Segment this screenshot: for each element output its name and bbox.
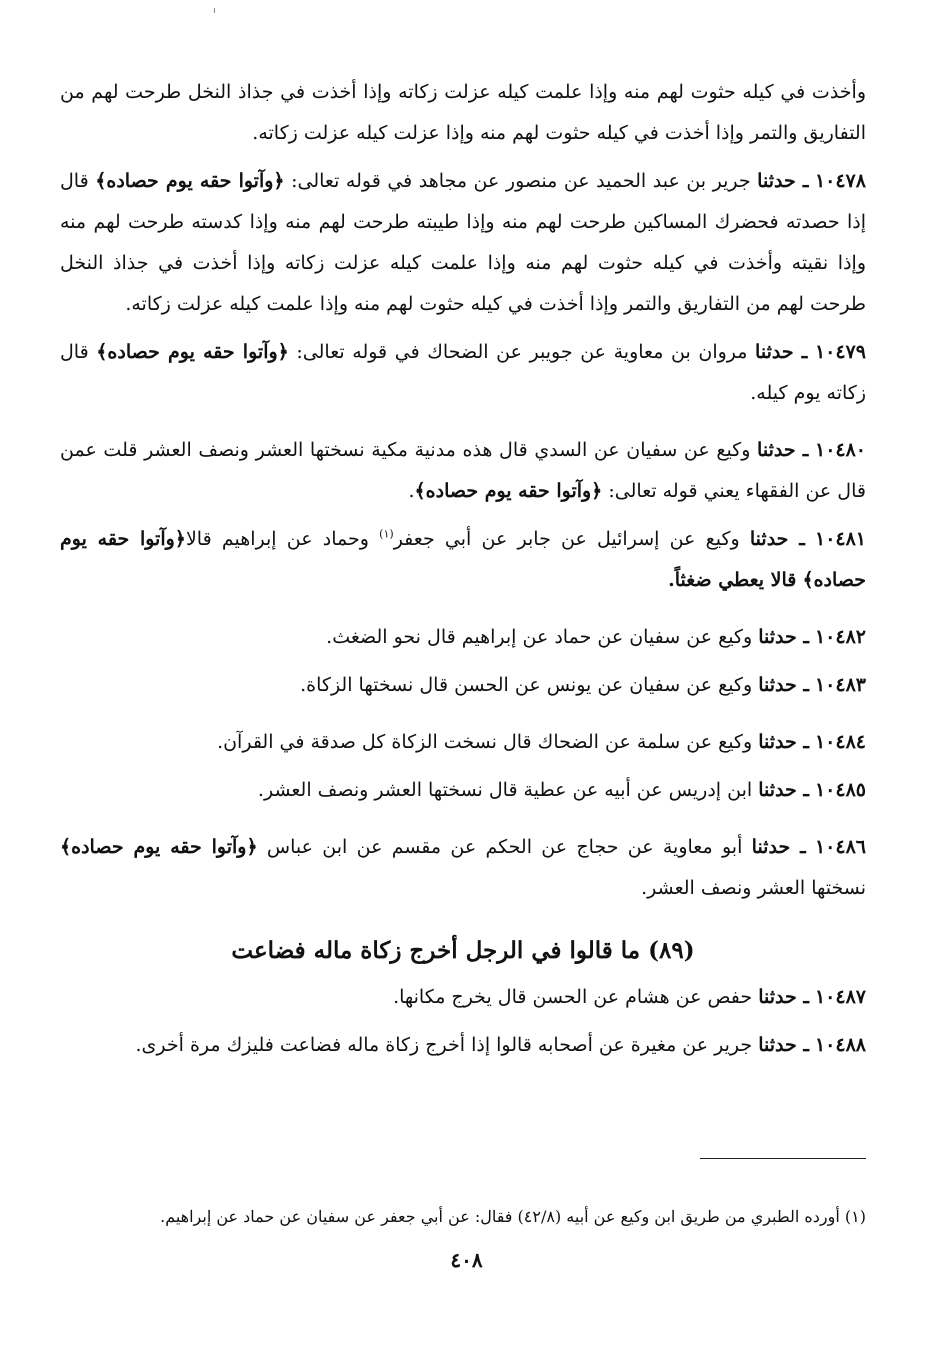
hadith-paragraph (60, 430, 866, 512)
hadith-text: حفص عن هشام عن الحسن قال يخرج مكانها. (393, 986, 753, 1008)
hadith-paragraph (60, 161, 866, 325)
hadith-paragraph (60, 977, 866, 1018)
hadith-text-continued: وحماد عن إبراهيم قالا (185, 528, 369, 550)
hadith-text: ابن إدريس عن أبيه عن عطية قال نسختها العشر ونصف العشر. (257, 779, 753, 801)
hadith-paragraph (60, 617, 866, 658)
hadith-lead: ـ حدثنا (758, 731, 809, 753)
hadith-text: مروان بن معاوية عن جويبر عن الضحاك في قوله تعالى: (296, 341, 748, 363)
hadith-number: ١٠٤٨٢ (814, 626, 866, 648)
page-number: ٤٠٨ (450, 1248, 483, 1272)
hadith-text: جرير بن عبد الحميد عن منصور عن مجاهد في قوله تعالى: (291, 170, 751, 192)
hadith-lead: ـ حدثنا (758, 626, 809, 648)
hadith-text-after: قال إذا حصدته فحضرك المساكين طرحت لهم منه وإذا طيبته طرحت لهم منه وإذا كدسته طرحت لهم منه وإذا نقيته وأخذت في كيله حثوت لهم منه وإذا علمت كيله عزلت زكاته وإذا أخذت في جذاذ النخل طرحت لهم من التفاريق والتمر وإذا أخذت في كيله حثوت لهم منه وإذا علمت كيله عزلت زكاته. (60, 170, 866, 315)
hadith-lead: ـ حدثنا (749, 528, 805, 550)
hadith-text-after: قال زكاته يوم كيله. (60, 341, 866, 404)
hadith-lead: ـ حدثنا (757, 170, 809, 192)
footnote-divider (700, 1158, 866, 1159)
hadith-paragraph (60, 770, 866, 811)
hadith-lead: ـ حدثنا (758, 1034, 809, 1056)
continuation-paragraph (60, 72, 866, 154)
hadith-number: ١٠٤٧٩ (814, 341, 866, 363)
hadith-number: ١٠٤٨١ (814, 528, 867, 550)
quran-quote: ﴿وآتوا حقه يوم حصاده﴾ (60, 528, 866, 591)
hadith-text: وكيع عن سفيان عن حماد عن إبراهيم قال نحو الضغث. (326, 626, 753, 648)
scan-mark (214, 8, 215, 13)
hadith-number: ١٠٤٧٨ (814, 170, 866, 192)
hadith-lead: ـ حدثنا (751, 836, 806, 858)
hadith-text: وكيع عن سلمة عن الضحاك قال نسخت الزكاة كل صدقة في القرآن. (217, 731, 753, 753)
hadith-lead: ـ حدثنا (757, 439, 809, 461)
hadith-paragraph (60, 665, 866, 706)
hadith-number: ١٠٤٨٧ (814, 986, 866, 1008)
paragraph-text: وأخذت في كيله حثوت لهم منه وإذا علمت كيله عزلت زكاته وإذا أخذت في جذاذ النخل طرحت لهم من التفاريق والتمر وإذا أخذت في كيله حثوت لهم منه وإذا عزلت كيله عزلت زكاته. (60, 81, 866, 144)
quran-quote: ﴿وآتوا حقه يوم حصاده﴾ (414, 480, 603, 502)
hadith-lead: ـ حدثنا (758, 986, 809, 1008)
hadith-lead: ـ حدثنا (755, 341, 808, 363)
hadith-text: جرير عن مغيرة عن أصحابه قالوا إذا أخرج زكاة ماله فضاعت فليزك مرة أخرى. (135, 1034, 753, 1056)
hadith-number: ١٠٤٨٥ (814, 779, 866, 801)
hadith-text: وكيع عن إسرائيل عن جابر عن أبي جعفر (393, 528, 740, 550)
hadith-number: ١٠٤٨٨ (814, 1034, 866, 1056)
hadith-lead: ـ حدثنا (758, 779, 809, 801)
hadith-number: ١٠٤٨٠ (814, 439, 867, 461)
hadith-text: وكيع عن سفيان عن يونس عن الحسن قال نسختها الزكاة. (300, 674, 753, 696)
hadith-number: ١٠٤٨٦ (814, 836, 866, 858)
hadith-paragraph (60, 722, 866, 763)
hadith-paragraph (60, 332, 866, 414)
hadith-text-after: . (408, 480, 415, 502)
quran-quote: ﴿وآتوا حقه يوم حصاده﴾ (60, 836, 258, 858)
quran-quote: ﴿وآتوا حقه يوم حصاده﴾ (95, 170, 285, 192)
hadith-paragraph (60, 519, 866, 601)
section-heading: (٨٩) ما قالوا في الرجل أخرج زكاة ماله فضاعت (231, 937, 695, 964)
footnote: (١) أورده الطبري من طريق ابن وكيع عن أبيه (٤٢/٨) فقال: عن أبي جعفر عن سفيان عن حماد عن إبراهيم. (160, 1207, 866, 1226)
main-text (60, 72, 866, 1073)
hadith-text: أبو معاوية عن حجاج عن الحكم عن مقسم عن ابن عباس (266, 836, 743, 858)
hadith-number: ١٠٤٨٣ (814, 674, 866, 696)
hadith-lead: ـ حدثنا (758, 674, 809, 696)
hadith-text-after: قالا يعطي ضغثاً. (668, 569, 797, 591)
hadith-paragraph (60, 1025, 866, 1066)
hadith-text-after: نسختها العشر ونصف العشر. (641, 877, 866, 899)
hadith-number: ١٠٤٨٤ (814, 731, 866, 753)
hadith-text: وكيع عن سفيان عن السدي قال هذه مدنية مكية نسختها العشر ونصف العشر قلت عمن قال عن الفقهاء يعني قوله تعالى: (60, 439, 866, 502)
quran-quote: ﴿وآتوا حقه يوم حصاده﴾ (96, 341, 289, 363)
hadith-paragraph (60, 827, 866, 909)
footnote-marker: (١) (379, 527, 394, 541)
